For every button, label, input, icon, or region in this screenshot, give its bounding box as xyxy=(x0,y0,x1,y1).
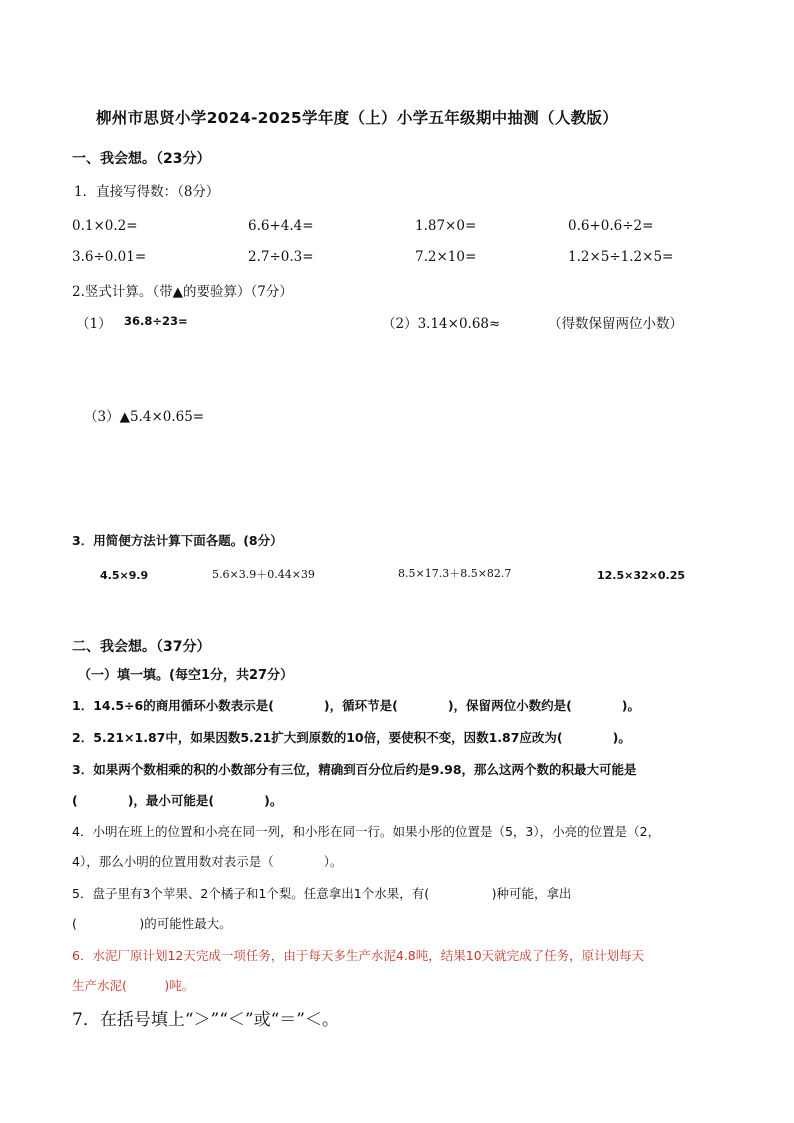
part2-sub1-heading: （一）填一填。(每空1分，共27分） xyxy=(78,668,294,683)
q2-item1-number: （1） xyxy=(76,316,112,332)
q2-item2: （2）3.14×0.68≈ xyxy=(382,316,501,332)
q1-item: 2.7÷0.3= xyxy=(248,249,314,265)
page-title: 柳州市思贤小学2024-2025学年度（上）小学五年级期中抽测（人教版） xyxy=(96,109,619,127)
q3-item: 5.6×3.9＋0.44×39 xyxy=(212,568,315,581)
q2-item1-expression: 36.8÷23= xyxy=(124,314,188,328)
q1-item: 0.1×0.2= xyxy=(72,218,138,234)
q2-item3: （3）▲5.4×0.65= xyxy=(84,409,205,425)
p2-q5-line2: ( )的可能性最大。 xyxy=(72,916,232,931)
p2-q6-line2: 生产水泥( )吨。 xyxy=(72,978,195,993)
q2-item2-note: （得数保留两位小数） xyxy=(548,316,683,332)
q1-item: 1.2×5÷1.2×5= xyxy=(568,249,674,265)
q1-item: 1.87×0= xyxy=(415,218,477,234)
p2-q6-line1: 6．水泥厂原计划12天完成一项任务，由于每天多生产水泥4.8吨，结果10天就完成了任务，原计划每天 xyxy=(72,948,645,963)
p2-q3-line2: ( )，最小可能是( )。 xyxy=(72,793,283,808)
q1-label: 1．直接写得数：（8分） xyxy=(74,184,220,200)
p2-q5-line1: 5．盘子里有3个苹果、2个橘子和1个梨。任意拿出1个水果，有( )种可能，拿出 xyxy=(72,886,572,901)
part2-heading: 二、我会想。（37分） xyxy=(72,639,211,655)
q1-item: 0.6+0.6÷2= xyxy=(568,218,654,234)
p2-q2: 2．5.21×1.87中，如果因数5.21扩大到原数的10倍，要使积不变，因数1.87应改为( )。 xyxy=(72,730,631,745)
part1-heading: 一、我会想。（23分） xyxy=(72,151,211,167)
q1-item: 7.2×10= xyxy=(415,249,477,265)
p2-q7: 7．在括号填上“＞”“＜”或“＝”＜。 xyxy=(72,1010,339,1030)
p2-q3-line1: 3．如果两个数相乘的积的小数部分有三位，精确到百分位后约是9.98，那么这两个数的积最大可能是 xyxy=(72,762,637,777)
q1-item: 6.6+4.4= xyxy=(248,218,314,234)
p2-q4-line1: 4．小明在班上的位置和小亮在同一列，和小彤在同一行。如果小彤的位置是（5，3），小亮的位置是（2， xyxy=(72,824,661,839)
q2-label: 2.竖式计算。（带▲的要验算）（7分） xyxy=(72,284,293,300)
p2-q1: 1．14.5÷6的商用循环小数表示是( )，循环节是( )，保留两位小数约是( )。 xyxy=(72,698,640,713)
p2-q4-line2: 4），那么小明的位置用数对表示是（ ）。 xyxy=(72,854,343,869)
q3-item: 12.5×32×0.25 xyxy=(597,569,686,582)
q1-item: 3.6÷0.01= xyxy=(72,249,147,265)
q3-item: 4.5×9.9 xyxy=(100,569,149,582)
q3-label: 3．用简便方法计算下面各题。(8分） xyxy=(72,533,283,548)
q3-item: 8.5×17.3＋8.5×82.7 xyxy=(398,567,512,580)
